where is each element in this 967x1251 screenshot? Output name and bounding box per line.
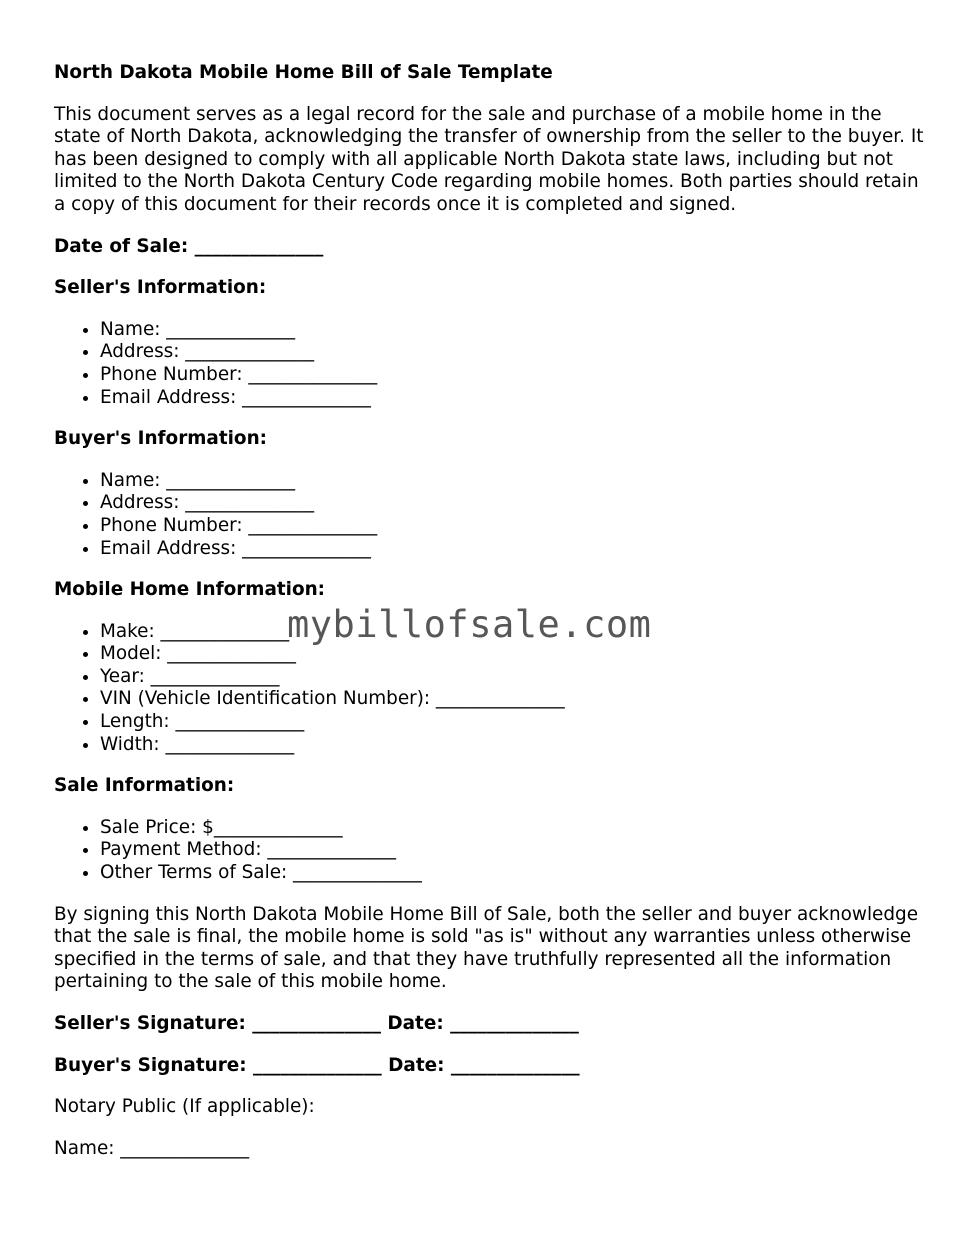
payment-method-field: • Payment Method: ______________	[100, 839, 924, 862]
vin-field: • VIN (Vehicle Identification Number): ______________	[100, 688, 924, 711]
buyer-heading: Buyer's Information:	[54, 428, 268, 450]
document-title: North Dakota Mobile Home Bill of Sale Template	[54, 62, 553, 83]
model-field: • Model: ______________	[100, 643, 924, 666]
buyer-fields	[54, 470, 924, 560]
intro-paragraph: This document serves as a legal record for the sale and purchase of a mobile home in the state of North Dakota, acknowledging the transfer of ownership from the seller to the buyer. It has been designed to comply with all applicable North Dakota state laws, including but not limited to the North Dakota Century Code regarding mobile homes. Both parties should retain a copy of this document for their records once it is completed and signed.	[54, 103, 924, 215]
acknowledgement-paragraph: By signing this North Dakota Mobile Home Bill of Sale, both the seller and buyer acknowledge that the sale is final, the mobile home is sold "as is" without any warranties unless otherwise specified in the terms of sale, and that they have truthfully represented all the information pertaining to the sale of this mobile home.	[54, 903, 919, 993]
year-field: • Year: ______________	[100, 666, 924, 689]
mobile-home-heading: Mobile Home Information:	[54, 579, 326, 601]
width-field: • Width: ______________	[100, 734, 924, 757]
sale-heading: Sale Information:	[54, 775, 235, 797]
buyer-phone-field: • Phone Number: ______________	[100, 515, 924, 538]
sale-price-field: • Sale Price: $______________	[100, 817, 924, 840]
buyer-address-field: • Address: ______________	[100, 492, 924, 515]
notary-label: Notary Public (If applicable):	[54, 1096, 315, 1118]
buyer-name-field: • Name: ______________	[100, 470, 924, 493]
notary-name-field: Name: ______________	[54, 1137, 250, 1159]
seller-name-field: • Name: ______________	[100, 319, 924, 342]
seller-phone-field: • Phone Number: ______________	[100, 364, 924, 387]
seller-signature-line: Seller's Signature: ______________ Date: ______________	[54, 1013, 579, 1034]
length-field: • Length: ______________	[100, 711, 924, 734]
watermark-text: mybillofsale.com	[287, 603, 652, 646]
seller-fields	[54, 319, 924, 409]
date-of-sale-field: Date of Sale: ______________	[54, 235, 324, 257]
buyer-signature-line: Buyer's Signature: ______________ Date: ______________	[54, 1054, 580, 1076]
seller-address-field: • Address: ______________	[100, 341, 924, 364]
make-field: • Make: ______________	[100, 621, 924, 644]
sale-fields	[54, 817, 924, 885]
buyer-email-field: • Email Address: ______________	[100, 538, 924, 561]
other-terms-field: • Other Terms of Sale: ______________	[100, 862, 924, 885]
seller-email-field: • Email Address: ______________	[100, 387, 924, 410]
seller-heading: Seller's Information:	[54, 277, 267, 299]
